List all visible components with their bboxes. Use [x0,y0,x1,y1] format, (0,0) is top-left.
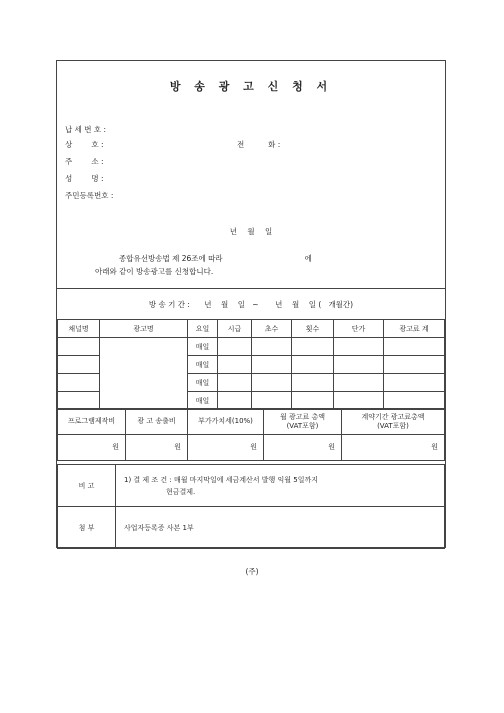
contract-total-unit[interactable]: 원 [342,435,445,461]
tax-number-label: 납 세 번 호 : [65,125,107,134]
count-cell[interactable] [292,374,334,392]
total-cell[interactable] [384,356,445,374]
channel-cell[interactable] [58,374,100,392]
remarks-line1: 1) 결 제 조 건 : 매월 마지막일에 세금계산서 발행 익월 5일까지 [124,475,318,484]
time-cell[interactable] [218,374,252,392]
law-text-line1 [119,253,312,264]
col-channel: 채널명 [58,320,100,338]
total-cell[interactable] [384,392,445,410]
total-cell[interactable] [384,374,445,392]
production-cost-unit[interactable]: 원 [58,435,126,461]
col-contract-total [342,409,445,435]
count-cell[interactable] [292,356,334,374]
law-text-a: 종합유선방송법 제 26조에 따라 [119,254,223,263]
cost-value-row [58,435,445,461]
remarks-line2: 현금결제. [166,487,196,496]
address-row [65,156,127,167]
price-cell[interactable] [334,338,384,356]
price-cell[interactable] [334,356,384,374]
seconds-cell[interactable] [252,356,292,374]
remarks-label: 비 고 [58,465,116,507]
divider [57,288,445,289]
count-cell[interactable] [292,392,334,410]
resident-number-label: 주민등록번호 : [65,191,114,200]
time-cell[interactable] [218,356,252,374]
day-cell: 매일 [188,338,218,356]
trade-name-label: 상 호 : [65,140,104,149]
col-transmission-cost: 광 고 송출비 [126,409,188,435]
attachment-value: 사업자등록증 사본 1부 [116,507,445,549]
application-date: 년 월 일 [229,227,273,236]
channel-cell[interactable] [58,356,100,374]
schedule-table [57,319,445,410]
trade-name-row [65,139,127,150]
monthly-total-unit[interactable]: 원 [264,435,342,461]
broadcast-period: 방 송 기 간 : 년 월 일 ~ 년 월 일 ( 개월간) [148,300,354,309]
channel-cell[interactable] [58,338,100,356]
seconds-cell[interactable] [252,392,292,410]
company-mark: (주) [245,567,259,576]
vat-unit[interactable]: 원 [188,435,264,461]
phone-label: 전 화 : [237,140,281,149]
col-count: 횟수 [292,320,334,338]
resident-number-row [65,190,127,201]
tax-number-row [65,124,127,135]
day-cell: 매일 [188,374,218,392]
form-title: 방 송 광 고 신 청 서 [169,80,333,93]
table-row [58,338,445,356]
channel-cell[interactable] [58,392,100,410]
cost-table [57,408,445,461]
contract-total-label: 계약기간 광고료총액 (VAT포함) [361,412,425,430]
law-text-line2: 아래와 같이 방송광고를 신청합니다. [95,267,214,276]
seconds-cell[interactable] [252,338,292,356]
remarks-row [58,465,445,507]
address-label: 주 소 : [65,157,104,166]
col-unit-price: 단가 [334,320,384,338]
application-form [56,60,446,548]
remarks-content [116,465,445,507]
price-cell[interactable] [334,392,384,410]
day-cell: 매일 [188,356,218,374]
name-label: 성 명 : [65,174,104,183]
cost-header-row [58,409,445,435]
schedule-header-row [58,320,445,338]
law-text-b: 에 [304,254,312,263]
col-ad-name: 광고명 [100,320,188,338]
time-cell[interactable] [218,392,252,410]
transmission-cost-unit[interactable]: 원 [126,435,188,461]
time-cell[interactable] [218,338,252,356]
total-cell[interactable] [384,338,445,356]
day-cell: 매일 [188,392,218,410]
col-day: 요일 [188,320,218,338]
remarks-table [57,464,445,549]
attachment-label: 첨 부 [58,507,116,549]
seconds-cell[interactable] [252,374,292,392]
col-monthly-total [264,409,342,435]
col-vat: 부가가치세(10%) [188,409,264,435]
count-cell[interactable] [292,338,334,356]
col-time-class: 시급 [218,320,252,338]
attachment-row [58,507,445,549]
price-cell[interactable] [334,374,384,392]
col-total: 광고료 계 [384,320,445,338]
ad-name-cell[interactable] [100,338,188,410]
col-seconds: 초수 [252,320,292,338]
monthly-total-label: 월 광고료 총액 (VAT포함) [279,412,326,430]
name-row [65,173,127,184]
col-production-cost: 프로그램제작비 [58,409,126,435]
